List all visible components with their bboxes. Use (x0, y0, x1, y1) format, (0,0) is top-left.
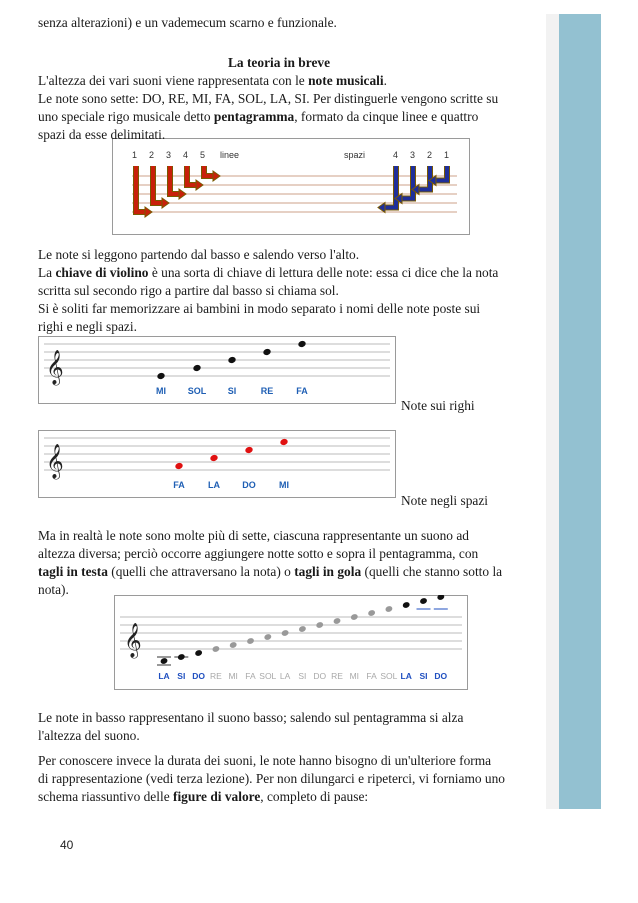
space-number-4: 4 (393, 150, 399, 160)
text-run: , completo di pause: (260, 789, 369, 804)
text-run: di rappresentazione (vedi terza lezione). Per non dilungarci e ripeterci, vi forniamo uno (38, 771, 505, 786)
bold-term: pentagramma (213, 109, 295, 124)
text-run: , formato da cinque linee e quattro (294, 109, 479, 124)
line-number-3: 3 (166, 150, 172, 160)
notes-in-spaces-figure (38, 430, 396, 498)
note-label: LA (158, 671, 170, 681)
note-label: SI (298, 671, 307, 681)
note-label: DO (313, 671, 327, 681)
bold-term: tagli in gola (294, 564, 362, 579)
text-line (38, 545, 478, 563)
text-line (38, 788, 368, 806)
note-label: DO (192, 671, 205, 681)
note-label: SI (227, 386, 237, 396)
treble-clef-icon: 𝄞 (124, 623, 142, 658)
text-run: Le note sono sette: DO, RE, MI, FA, SOL, LA, SI. Per distinguerle vengono scritte su (38, 91, 499, 106)
extended-range-figure (114, 595, 468, 690)
text-line (38, 770, 505, 788)
note-label: SI (177, 671, 186, 681)
text-line (38, 727, 140, 745)
text-line (38, 300, 480, 318)
bold-term: figure di valore (173, 789, 261, 804)
note-label: LA (208, 480, 220, 490)
note-label: RE (331, 671, 343, 681)
bold-term: chiave di violino (55, 265, 149, 280)
text-line (38, 527, 469, 545)
text-run: scritta sul secondo rigo a partire dal basso si chiama sol. (38, 283, 339, 298)
treble-clef-icon: 𝄞 (46, 350, 64, 385)
text-run: Per conoscere invece la durata dei suoni, le note hanno bisogno di un'ulteriore forma (38, 753, 492, 768)
note-label: SOL (187, 386, 207, 396)
text-line (38, 563, 502, 581)
text-line (38, 72, 387, 90)
line-number-1: 1 (132, 150, 138, 160)
text-run: (quelli che stanno sotto la (361, 564, 503, 579)
text-run: Ma in realtà le note sono molte più di sette, ciascuna rappresentante un suono ad (38, 528, 469, 543)
text-line (38, 581, 69, 599)
text-line (38, 318, 137, 336)
note-label: MI (279, 480, 289, 490)
note-label: SI (419, 671, 428, 681)
text-run: uno speciale rigo musicale detto (38, 109, 214, 124)
text-run: (quelli che attraversano la nota) o (107, 564, 295, 579)
line-number-2: 2 (149, 150, 155, 160)
notes-on-lines-figure (38, 336, 396, 404)
note-label: MI (228, 671, 238, 681)
text-run: L'altezza dei vari suoni viene rappresentata con le (38, 73, 309, 88)
note-label: DO (434, 671, 448, 681)
space-number-3: 3 (410, 150, 416, 160)
note-label: LA (279, 671, 291, 681)
space-number-2: 2 (427, 150, 433, 160)
caption-notes-in-spaces: Note negli spazi (401, 493, 489, 508)
note-label: FA (296, 386, 308, 396)
text-line (38, 126, 165, 144)
top-line: senza alterazioni) e un vademecum scarno e funzionale. (38, 15, 337, 30)
text-line (38, 246, 359, 264)
page-number: 40 (60, 838, 74, 852)
line-number-5: 5 (200, 150, 206, 160)
note-label: FA (245, 671, 256, 681)
bold-term: note musicali (308, 73, 384, 88)
caption-notes-on-lines: Note sui righi (401, 398, 475, 413)
text-line (38, 709, 463, 727)
spaces-label: spazi (344, 150, 366, 160)
page-sidebar-band (546, 14, 601, 809)
text-line (38, 752, 491, 770)
text-line (38, 264, 498, 282)
text-run: Le note in basso rappresentano il suono basso; salendo sul pentagramma si alza (38, 710, 464, 725)
note-label: MI (349, 671, 360, 681)
note-label: MI (156, 386, 166, 396)
bold-term: tagli in testa (38, 564, 108, 579)
text-run: Le note si leggono partendo dal basso e salendo verso l'alto. (38, 247, 360, 262)
note-label: SOL (380, 671, 398, 681)
text-line (38, 90, 498, 108)
note-label: FA (173, 480, 185, 490)
note-label: RE (209, 671, 222, 681)
text-line (38, 282, 339, 300)
space-number-1: 1 (444, 150, 450, 160)
treble-clef-icon: 𝄞 (46, 444, 64, 479)
text-run: altezza diversa; perciò occorre aggiungere notte sotto e sopra il pentagramma, con (38, 546, 479, 561)
text-run: l'altezza del suono. (38, 728, 140, 743)
section-heading: La teoria in breve (228, 55, 331, 70)
staff-lines-spaces-figure (112, 138, 470, 235)
note-label: DO (242, 480, 256, 490)
text-run: La (38, 265, 56, 280)
note-label: SOL (259, 671, 277, 681)
line-number-4: 4 (183, 150, 189, 160)
lines-label: linee (220, 150, 240, 160)
text-run: spazi da esse delimitati. (38, 127, 166, 142)
text-run: . (383, 73, 387, 88)
text-run: Si è soliti far memorizzare ai bambini in modo separato i nomi delle note poste sui (38, 301, 481, 316)
text-run: nota). (38, 582, 69, 597)
text-line (38, 108, 478, 126)
text-run: schema riassuntivo delle (38, 789, 173, 804)
note-label: FA (366, 671, 377, 681)
note-label: LA (400, 671, 412, 681)
note-label: RE (260, 386, 274, 396)
text-run: righi e negli spazi. (38, 319, 137, 334)
text-run: è una sorta di chiave di lettura delle note: essa ci dice che la nota (148, 265, 499, 280)
